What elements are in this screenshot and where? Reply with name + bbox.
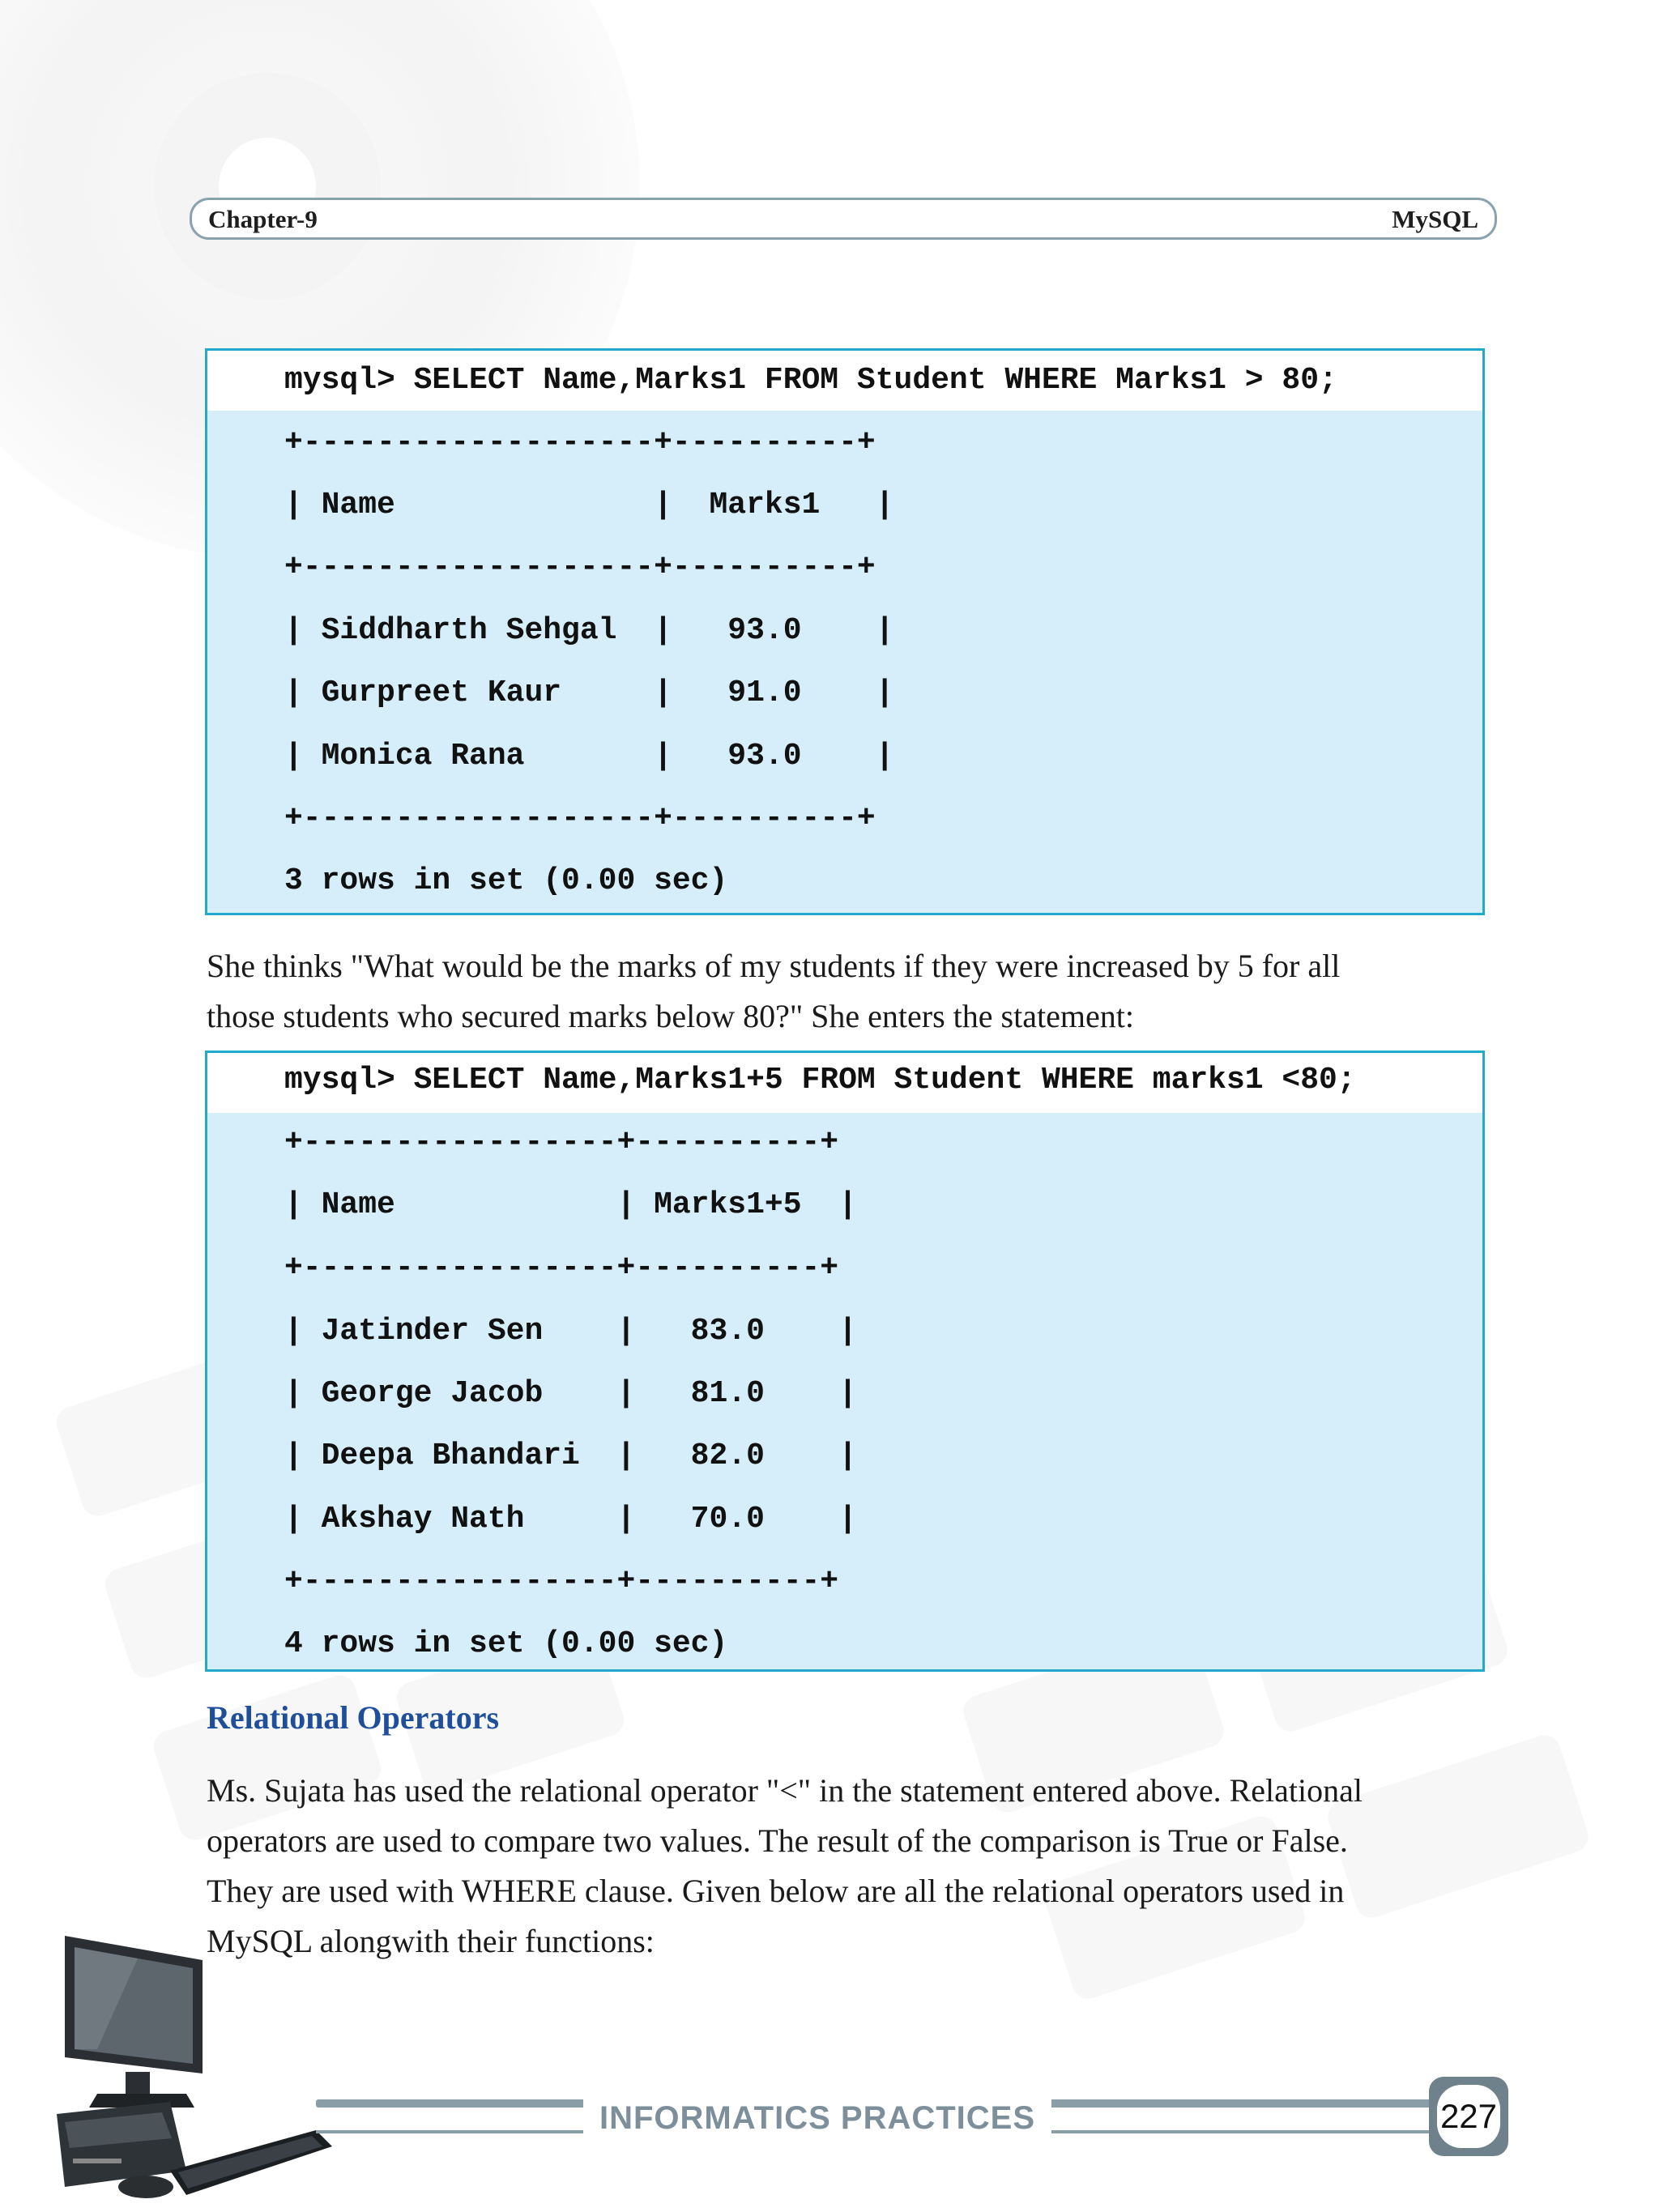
table-row: | Deepa Bhandari | 82.0 | [284,1438,857,1473]
table-row: | Akshay Nath | 70.0 | [284,1502,857,1536]
table-row: | Gurpreet Kaur | 91.0 | [284,676,894,710]
paragraph-relational-operators [207,1766,1485,1967]
query2-result-footer: 4 rows in set (0.00 sec) [284,1626,728,1661]
query1-border-bottom: +-------------------+----------+ [284,801,876,836]
paragraph-line: They are used with WHERE clause. Given below are all the relational operators used in [207,1873,1345,1909]
section-heading: Relational Operators [207,1699,500,1736]
topic-label: MySQL [1392,205,1478,233]
paragraph-line: Ms. Sujata has used the relational operator "<" in the statement entered above. Relational [207,1772,1363,1809]
paragraph-line: MySQL alongwith their functions: [207,1923,655,1959]
page-number-badge [1429,2077,1508,2156]
table-row: | George Jacob | 81.0 | [284,1376,857,1411]
table-row: | Siddharth Sehgal | 93.0 | [284,613,894,648]
query2-border-bottom: +-----------------+----------+ [284,1564,839,1599]
paragraph-line: operators are used to compare two values. The result of the comparison is True or False. [207,1822,1348,1859]
query1-codebox [205,348,1485,915]
query2-command: mysql> SELECT Name,Marks1+5 FROM Student WHERE marks1 <80; [284,1063,1356,1097]
query1-border-mid: +-------------------+----------+ [284,550,876,585]
paragraph-line: those students who secured marks below 80?" She enters the statement: [207,998,1134,1034]
paragraph-intro [207,941,1485,1042]
query1-header-row: | Name | Marks1 | [284,488,894,522]
query2-codebox [205,1051,1485,1672]
query2-border-top: +-----------------+----------+ [284,1125,839,1160]
chapter-header [190,198,1497,240]
paragraph-line: She thinks "What would be the marks of my students if they were increased by 5 for all [207,948,1341,984]
table-row: | Jatinder Sen | 83.0 | [284,1314,857,1349]
table-row: | Monica Rana | 93.0 | [284,739,894,774]
query1-border-top: +-------------------+----------+ [284,425,876,460]
page-number: 227 [1437,2085,1500,2148]
footer-title: INFORMATICS PRACTICES [583,2099,1051,2137]
computer-icon [49,1928,340,2203]
query1-command: mysql> SELECT Name,Marks1 FROM Student WHERE Marks1 > 80; [284,363,1337,398]
query2-header-row: | Name | Marks1+5 | [284,1187,857,1222]
chapter-label: Chapter-9 [208,205,318,233]
query2-border-mid: +-----------------+----------+ [284,1251,839,1285]
query1-result-footer: 3 rows in set (0.00 sec) [284,863,728,898]
